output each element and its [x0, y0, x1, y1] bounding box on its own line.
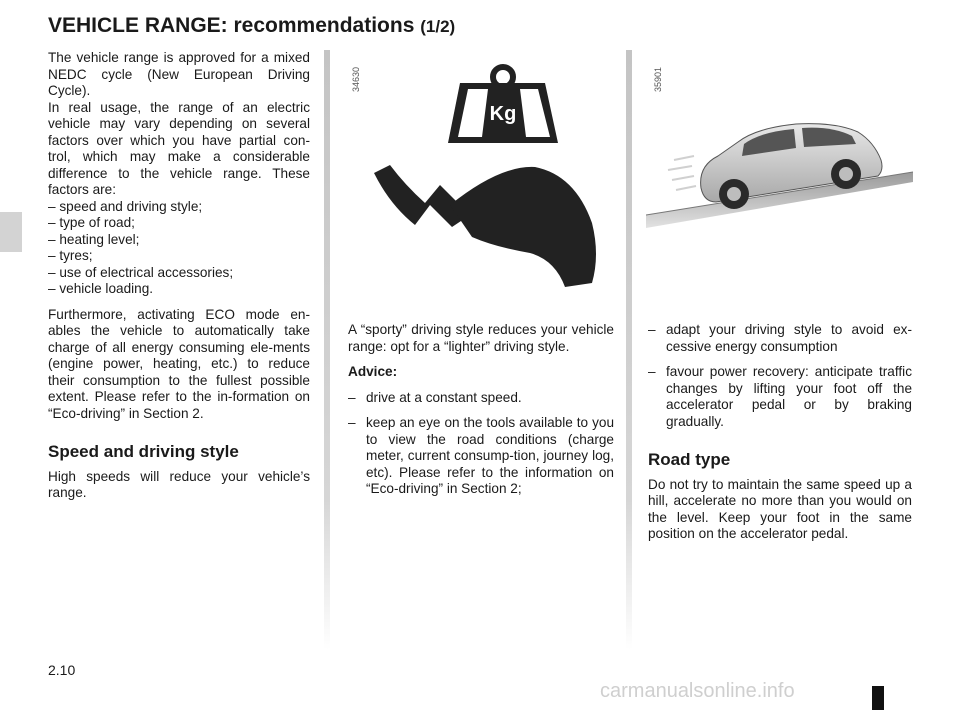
road-heading: Road type [648, 450, 731, 469]
intro-paragraph-2: In real usage, the range of an electric vehicle may vary depending on several factors over which you have partial con-trol, which may make a considerable difference to the vehicle range. These factors are: [48, 99, 310, 197]
list-item [648, 322, 912, 355]
page-title-text: VEHICLE RANGE: recommendations [48, 14, 415, 37]
road-paragraph: Do not try to maintain the same speed up a hill, accelerate no more than you would on the level. Keep your foot in the same position on the accelerator pedal. [648, 476, 912, 541]
column-divider-left [324, 50, 330, 650]
weight-kg-icon [448, 67, 558, 143]
watermark: carmanualsonline.info [600, 680, 795, 702]
figure-ref-35901: 35901 [653, 66, 663, 92]
tip-text: favour power recovery: anticipate traffic changes by lifting your foot off the accelerator pedal or by braking gradually. [666, 364, 912, 429]
page-number: 2.10 [48, 662, 76, 678]
list-item: – heating level; [48, 231, 140, 247]
section-tab [0, 212, 22, 252]
car-uphill-icon [646, 70, 916, 250]
list-item [348, 415, 614, 498]
sporty-paragraph: A “sporty” driving style reduces your vehicle range: opt for a “lighter” driving style. [348, 322, 614, 354]
list-item: – vehicle loading. [48, 281, 154, 296]
list-item: – use of electrical accessories; [48, 264, 234, 280]
advice-item-text: drive at a constant speed. [366, 389, 522, 405]
list-item: – tyres; [48, 248, 93, 263]
speed-paragraph: High speeds will reduce your vehicle’s range. [48, 468, 310, 500]
dash-marker: – [348, 415, 356, 430]
intro-paragraph-1: The vehicle range is approved for a mixed NEDC cycle (New European Driving Cycle). [48, 50, 310, 98]
dash-marker: – [648, 322, 656, 337]
list-item: – speed and driving style; [48, 198, 203, 214]
list-item [348, 390, 614, 407]
list-item [648, 364, 912, 430]
factor-list [48, 199, 310, 298]
column-3 [648, 322, 912, 552]
weight-pedal-figure [360, 55, 610, 295]
speed-heading: Speed and driving style [48, 442, 239, 461]
column-divider-right [626, 50, 632, 650]
page-indicator: (1/2) [420, 17, 456, 36]
eco-paragraph: Furthermore, activating ECO mode en-ables the vehicle to automatically take charge of all energy consuming ele-ments (engine power, heating, etc.) to reduce their consumption to the fullest possible extent. Please refer to the in-formation on “Eco-driving” in Section 2. [48, 306, 310, 421]
advice-item-text: keep an eye on the tools available to you to view the road conditions (charge meter, current consump-tion, journey log, etc). Please refer to the information on “Eco-driving” in Section 2; [366, 415, 614, 496]
advice-label: Advice: [348, 364, 398, 379]
figure-ref-34630: 34630 [351, 66, 361, 92]
dash-marker: – [648, 364, 656, 379]
column-2 [348, 322, 614, 507]
page-title [48, 14, 455, 38]
list-item: – type of road; [48, 215, 135, 230]
column-1 [48, 50, 310, 511]
foot-pedal-icon [374, 165, 596, 287]
dash-marker: – [348, 389, 356, 405]
weight-label: Kg [489, 103, 517, 125]
tip-text: adapt your driving style to avoid ex-cessive energy consumption [666, 322, 912, 354]
corner-mark [872, 686, 884, 710]
